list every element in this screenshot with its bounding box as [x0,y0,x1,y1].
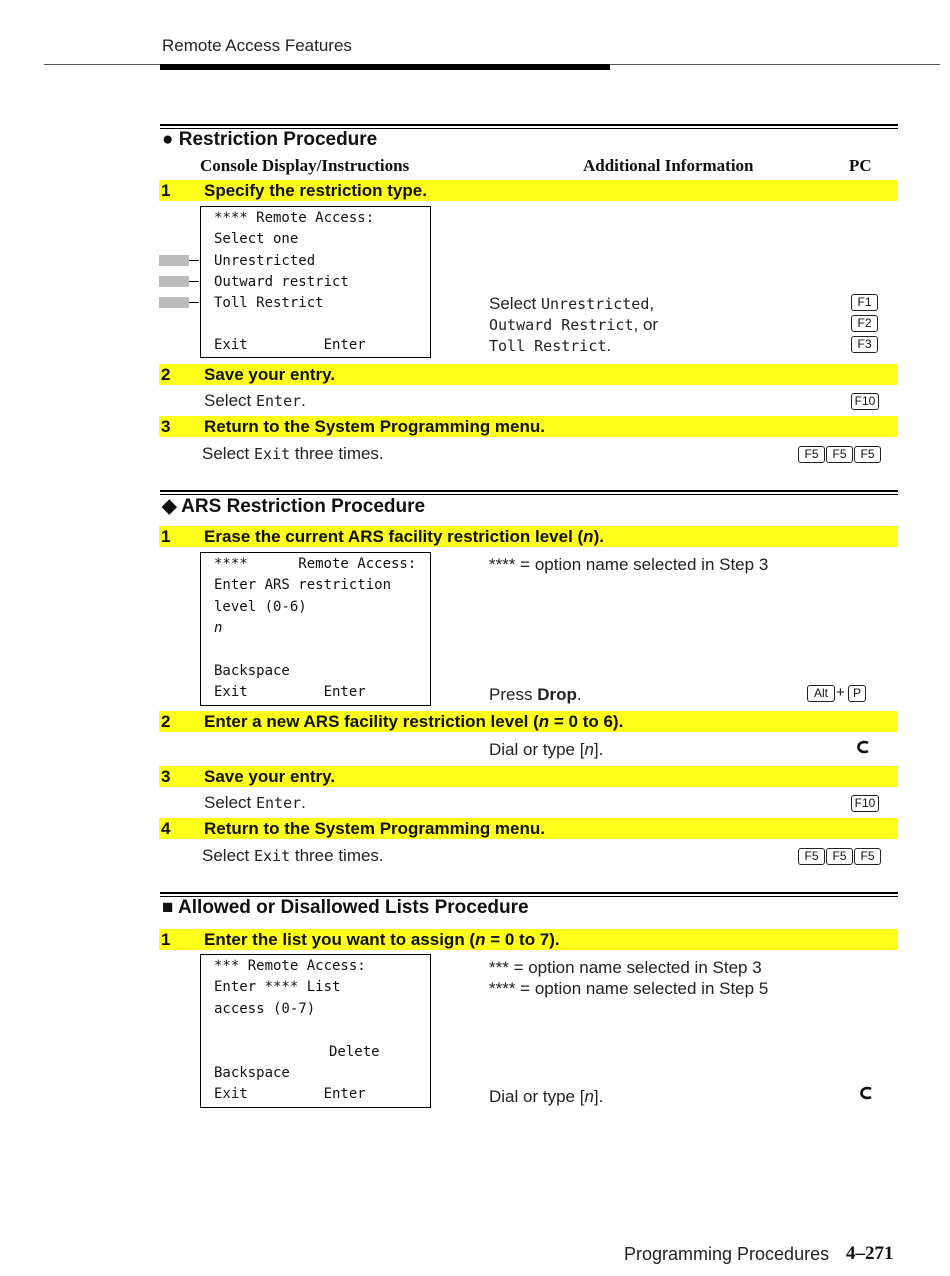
punct: . [606,336,612,355]
screen-line: access (0-7) [214,1001,316,1017]
screen-line: Select one [214,231,299,247]
step-number: 2 [161,712,171,731]
step-row [159,364,898,385]
info-text: Select [489,294,537,313]
punct: , [649,294,655,313]
screen-option[interactable]: Toll Restrict [214,295,324,311]
step-label: Return to the System Programming menu. [204,819,545,838]
label-part: = 0 to 6). [549,712,624,731]
function-key: F3 [851,336,878,353]
step-number: 2 [161,365,171,384]
screen-line: **** Remote Access: [214,210,375,226]
step-label: Save your entry. [204,767,336,786]
instruction-text: Select [204,391,252,410]
instruction-text: Select [202,444,250,463]
section-title-restriction: ● Restriction Procedure [162,129,378,150]
screen-line: *** Remote Access: [214,958,366,974]
option-pointer [159,276,189,287]
section-title-ars: ◆ ARS Restriction Procedure [162,496,426,517]
option-name: Outward Restrict [489,316,634,334]
keyboard-key: Alt [807,685,835,702]
column-header-info: Additional Information [583,156,754,175]
screen-option[interactable]: Outward restrict [214,274,349,290]
label-part: ). [593,527,604,546]
screen-softkeys[interactable]: Exit Enter [214,684,366,700]
option-pointer [159,297,189,308]
console-screen [200,552,431,706]
instruction [204,793,306,813]
step-number: 1 [161,181,171,200]
step-row [159,526,898,547]
instruction-text: Dial or type [ [489,740,585,759]
instruction-text: Select [204,793,252,812]
step-row [159,711,898,732]
option-name: Exit [253,445,291,463]
function-key: F2 [851,315,878,332]
option-name: Unrestricted [540,295,650,313]
function-key: F5 [798,446,825,463]
punct: . [301,793,306,812]
console-screen [200,954,431,1108]
label-variable: n [584,740,594,759]
page-number: 4–271 [846,1243,894,1264]
section-title-lists: ■ Allowed or Disallowed Lists Procedure [162,897,529,918]
instruction-text: three times. [294,444,384,463]
label-part: Enter a new ARS facility restriction level ( [204,712,539,731]
step-label: Return to the System Programming menu. [204,417,545,436]
pointer-line [189,281,199,282]
screen-softkeys[interactable]: Exit Enter [214,1086,366,1102]
instruction-text: Dial or type [ [489,1087,585,1106]
note: **** = option name selected in Step 5 [489,979,769,998]
label-variable: n [583,527,594,546]
screen-line: **** Remote Access: [214,556,417,572]
header-bar [160,64,610,70]
screen-softkey[interactable]: Delete [329,1044,380,1060]
option-name: Enter [255,794,302,812]
instruction [489,1087,603,1107]
step-number: 4 [161,819,171,838]
function-key: F5 [826,446,853,463]
option-name: Toll Restrict [489,337,607,355]
running-header: Remote Access Features [162,36,352,55]
step-number: 1 [161,527,171,546]
instruction-text: ]. [593,740,604,759]
step-row [159,416,898,437]
step-number: 3 [161,417,171,436]
step-row [159,180,898,201]
instruction-text: three times. [294,846,384,865]
screen-option[interactable]: Unrestricted [214,253,316,269]
instruction-text: Press [489,685,533,704]
label-part: Enter the list you want to assign ( [204,930,476,949]
step-label [204,930,560,950]
running-footer: Programming Procedures [624,1244,830,1264]
step-label: Save your entry. [204,365,336,384]
option-name: Enter [255,392,302,410]
step-row [159,766,898,787]
function-key: F10 [851,393,879,410]
option-name: Exit [253,847,291,865]
screen-softkey[interactable]: Backspace [214,663,290,679]
screen-line: Enter **** List [214,979,341,995]
function-key: F5 [798,848,825,865]
step-label: Specify the restriction type. [204,181,427,200]
instruction [204,391,306,411]
instruction-text: Select [202,846,250,865]
key-name: Drop [537,685,577,704]
screen-line: Enter ARS restriction [214,577,392,593]
step-label [204,527,604,547]
instruction [202,846,384,866]
step-row [159,929,898,950]
screen-softkeys[interactable]: Exit Enter [214,337,366,353]
pointer-line [189,260,199,261]
instruction [489,685,582,705]
info-line [489,336,611,356]
function-key: F1 [851,294,878,311]
punct: . [301,391,306,410]
dial-icon [858,1086,874,1100]
label-part: = 0 to 7). [485,930,560,949]
screen-line: level (0-6) [214,599,307,615]
function-key: F10 [851,795,879,812]
keyboard-key: P [848,685,866,702]
instruction [202,444,384,464]
info-text: , or [633,315,659,334]
label-variable: n [538,712,550,731]
note: *** = option name selected in Step 3 [489,958,762,977]
label-variable: n [584,1087,594,1106]
step-number: 3 [161,767,171,786]
note: **** = option name selected in Step 3 [489,555,769,574]
label-part: Erase the current ARS facility restriction level ( [204,527,584,546]
function-key: F5 [854,848,881,865]
console-screen [200,206,431,358]
pointer-line [189,302,199,303]
punct: . [576,685,582,704]
column-header-console: Console Display/Instructions [200,156,410,175]
step-label [204,712,623,732]
instruction [489,740,603,760]
label-variable: n [475,930,486,949]
instruction-text: ]. [593,1087,604,1106]
option-pointer [159,255,189,266]
function-key: F5 [854,446,881,463]
column-header-pc: PC [849,156,872,175]
plus-sign: + [836,684,845,701]
dial-icon [855,740,871,754]
step-number: 1 [161,930,171,949]
info-line [489,294,654,314]
function-key: F5 [826,848,853,865]
info-line [489,315,658,335]
step-row [159,818,898,839]
screen-softkey[interactable]: Backspace [214,1065,290,1081]
screen-input[interactable]: n [214,620,223,636]
